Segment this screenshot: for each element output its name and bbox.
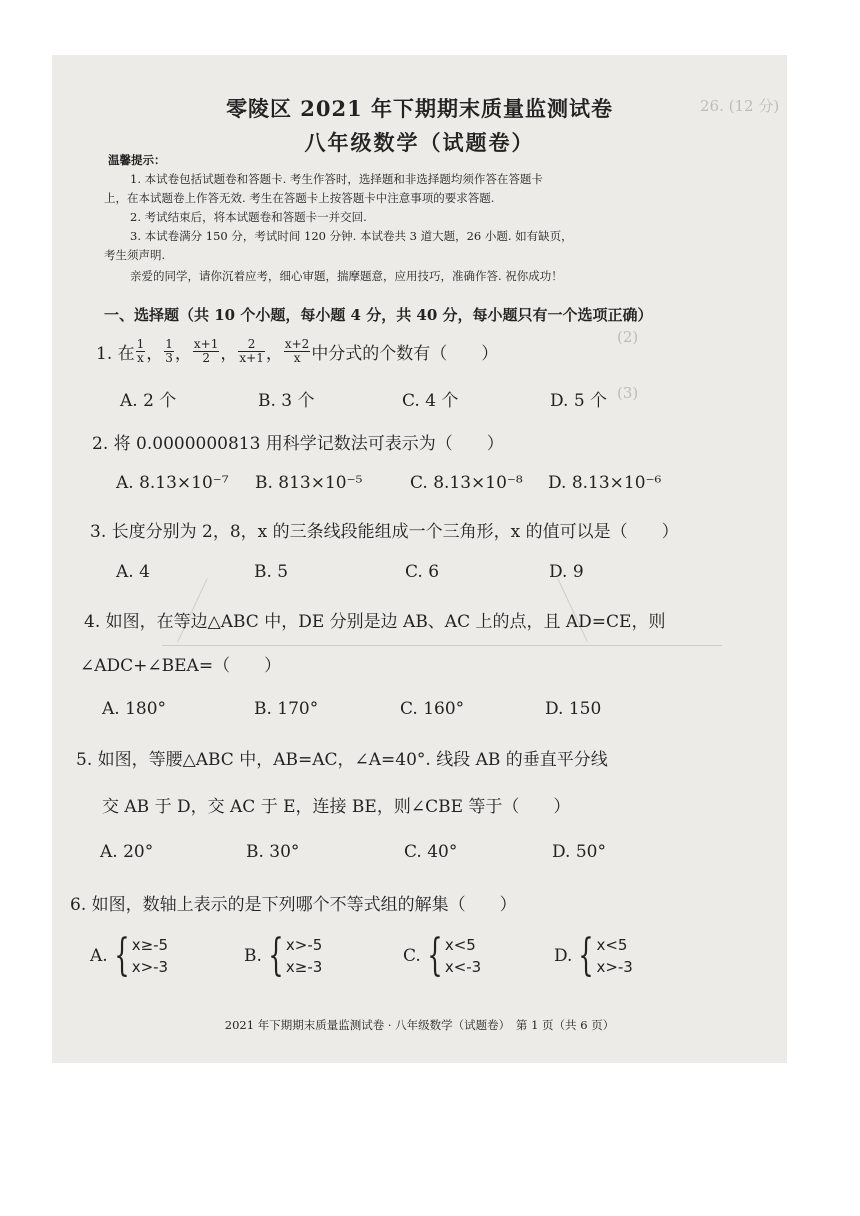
notice-line: 亲爱的同学，请你沉着应考，细心审题，揣摩题意，应用技巧，准确作答. 祝你成功！ xyxy=(130,269,563,283)
section-heading: 一、选择题（共 10 个小题，每小题 4 分，共 40 分，每小题只有一个选项正确） xyxy=(104,306,653,324)
option-c: C. 6 xyxy=(405,562,440,582)
option-d: D. 50° xyxy=(552,842,606,862)
fraction: $\frac{1}{x}$ xyxy=(136,337,145,365)
question-text: 1. 在 xyxy=(96,344,135,364)
fraction: $\frac{1}{3}$ xyxy=(165,337,173,365)
question-4-line-2: ∠ADC+∠BEA=（ ） xyxy=(80,656,282,676)
bleed-through-figure xyxy=(162,645,722,646)
option-d: D. 9 xyxy=(549,562,584,582)
option-b: B. 170° xyxy=(254,699,319,719)
notice-line: 上，在本试题卷上作答无效. 考生在答题卡上按答题卡中注意事项的要求答题. xyxy=(104,191,495,205)
option-b: B. { x>-5 x≥-3 xyxy=(244,930,323,981)
option-a: A. 20° xyxy=(100,842,154,862)
option-b: B. 30° xyxy=(246,842,300,862)
option-a: A. 8.13×10⁻⁷ xyxy=(116,473,229,493)
option-a: A. 2 个 xyxy=(120,391,177,411)
option-d: D. 5 个 xyxy=(550,391,608,411)
notice-line: 2. 考试结束后，将本试题卷和答题卡一并交回. xyxy=(130,210,367,224)
bleed-through-text: (2) xyxy=(617,328,639,346)
inequality-system: { x<5 x>-3 xyxy=(578,930,633,981)
option-a: A. 4 xyxy=(116,562,150,582)
question-3: 3. 长度分别为 2，8，x 的三条线段能组成一个三角形，x 的值可以是（ ） xyxy=(90,522,679,542)
bleed-through-text: (3) xyxy=(617,384,639,402)
option-b: B. 3 个 xyxy=(258,391,315,411)
option-c: C. 160° xyxy=(400,699,465,719)
option-d: D. { x<5 x>-3 xyxy=(554,930,633,981)
question-4: 4. 如图，在等边△ABC 中，DE 分别是边 AB、AC 上的点，且 AD=CE，则 xyxy=(84,612,666,632)
inequality-system: { x<5 x<-3 xyxy=(427,930,482,981)
question-5-line-2: 交 AB 于 D，交 AC 于 E，连接 BE，则∠CBE 等于（ ） xyxy=(102,797,571,817)
notice-line: 考生须声明. xyxy=(104,248,166,262)
option-d: D. 150 xyxy=(545,699,602,719)
notice-heading: 温馨提示： xyxy=(108,153,166,167)
option-c: C. 40° xyxy=(404,842,458,862)
exam-page xyxy=(52,55,787,1063)
exam-title: 零陵区 2021 年下期期末质量监测试卷 xyxy=(225,96,614,121)
fraction: $\frac{2}{x+1}$ xyxy=(239,337,264,365)
option-c: C. 8.13×10⁻⁸ xyxy=(410,473,523,493)
option-a: A. 180° xyxy=(102,699,167,719)
inequality-system: { x≥-5 x>-3 xyxy=(113,930,169,981)
fraction: $\frac{x+1}{2}$ xyxy=(193,337,219,365)
exam-subtitle: 八年级数学（试题卷） xyxy=(304,130,535,155)
option-a: A. { x≥-5 x>-3 xyxy=(90,930,169,981)
inequality-system: { x>-5 x≥-3 xyxy=(268,930,323,981)
option-b: B. 5 xyxy=(254,562,289,582)
notice-line: 1. 本试卷包括试题卷和答题卡. 考生作答时，选择题和非选择题均须作答在答题卡 xyxy=(130,172,543,186)
page-footer: 2021 年下期期末质量监测试卷 · 八年级数学（试题卷） 第 1 页（共 6 页） xyxy=(224,1018,615,1032)
question-6: 6. 如图，数轴上表示的是下列哪个不等式组的解集（ ） xyxy=(70,895,517,915)
bleed-through-text: 26. (12 分) xyxy=(700,97,780,115)
option-d: D. 8.13×10⁻⁶ xyxy=(548,473,662,493)
fraction: $\frac{x+2}{x}$ xyxy=(284,337,310,365)
option-c: C. { x<5 x<-3 xyxy=(403,930,482,981)
question-5: 5. 如图，等腰△ABC 中，AB=AC，∠A=40°. 线段 AB 的垂直平分线 xyxy=(76,750,608,770)
question-2: 2. 将 0.0000000813 用科学记数法可表示为（ ） xyxy=(92,434,504,454)
question-text: 中分式的个数有（ ） xyxy=(311,344,499,364)
option-b: B. 813×10⁻⁵ xyxy=(255,473,363,493)
question-1: 1. 在 $\frac{1}{x}$ ， $\frac{1}{3}$ ， $\frac{x+1}{2}$ ， $\frac{2}{x+1}$ ， $\frac{x+2}{x}$ 中分式的个数有（ ） xyxy=(96,337,499,365)
option-c: C. 4 个 xyxy=(402,391,459,411)
notice-line: 3. 本试卷满分 150 分，考试时间 120 分钟. 本试卷共 3 道大题，26 小题. 如有缺页， xyxy=(130,229,573,243)
